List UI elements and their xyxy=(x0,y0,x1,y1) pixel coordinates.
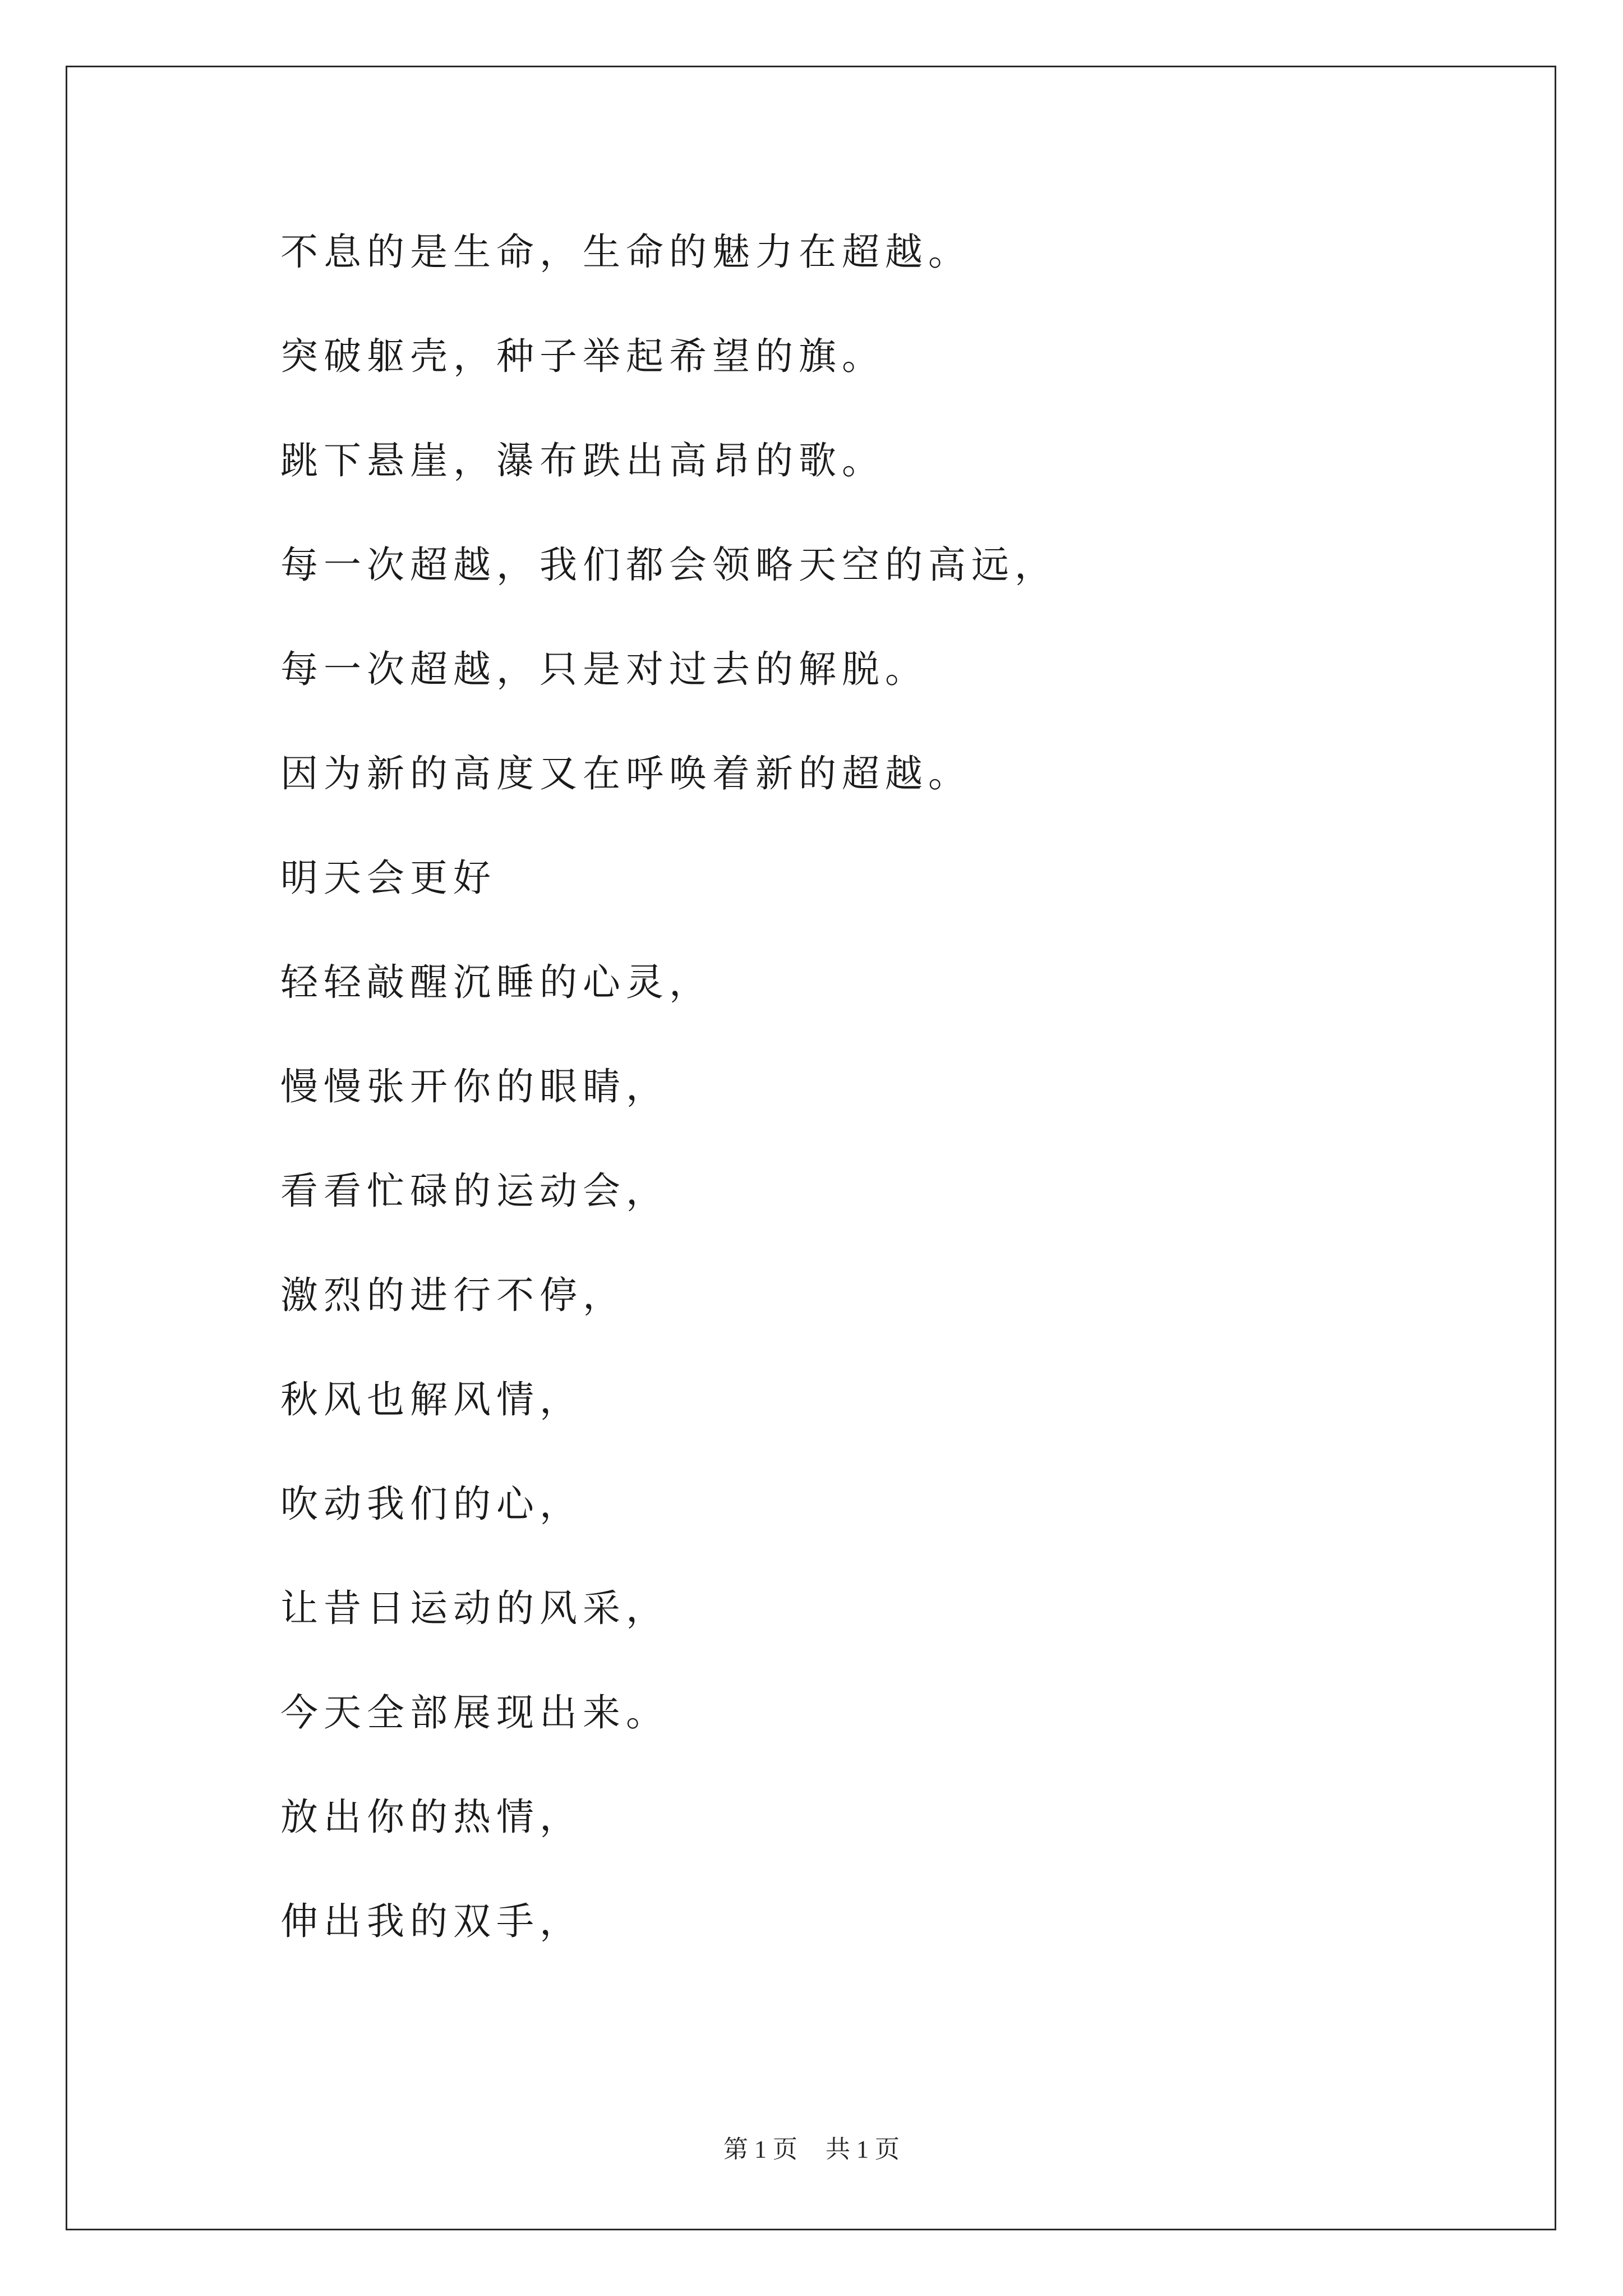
page-total: 共 1 页 xyxy=(826,2136,900,2163)
text-line: 突破躯壳，种子举起希望的旗。 xyxy=(280,334,885,378)
text-line: 让昔日运动的风采， xyxy=(280,1586,669,1630)
text-line: 吹动我们的心， xyxy=(280,1482,583,1526)
text-line: 秋风也解风情， xyxy=(280,1378,583,1421)
document-body xyxy=(280,222,1458,1995)
text-line: 看看忙碌的运动会， xyxy=(280,1169,669,1213)
text-line: 明天会更好 xyxy=(280,856,496,900)
text-line: 放出你的热情， xyxy=(280,1795,583,1839)
page-footer xyxy=(0,2129,1623,2165)
text-line: 今天全部展现出来。 xyxy=(280,1691,669,1734)
text-line: 慢慢张开你的眼睛， xyxy=(280,1065,669,1108)
text-line: 伸出我的双手， xyxy=(280,1899,583,1943)
text-line: 因为新的高度又在呼唤着新的超越。 xyxy=(280,752,971,795)
page-number: 第 1 页 xyxy=(723,2136,797,2163)
text-line: 每一次超越，只是对过去的解脱。 xyxy=(280,647,928,691)
text-line: 激烈的进行不停， xyxy=(280,1273,626,1317)
text-line: 每一次超越，我们都会领略天空的高远， xyxy=(280,543,1058,587)
text-line: 不息的是生命，生命的魅力在超越。 xyxy=(280,230,971,274)
text-line: 轻轻敲醒沉睡的心灵， xyxy=(280,960,712,1004)
text-line: 跳下悬崖，瀑布跌出高昂的歌。 xyxy=(280,439,885,482)
